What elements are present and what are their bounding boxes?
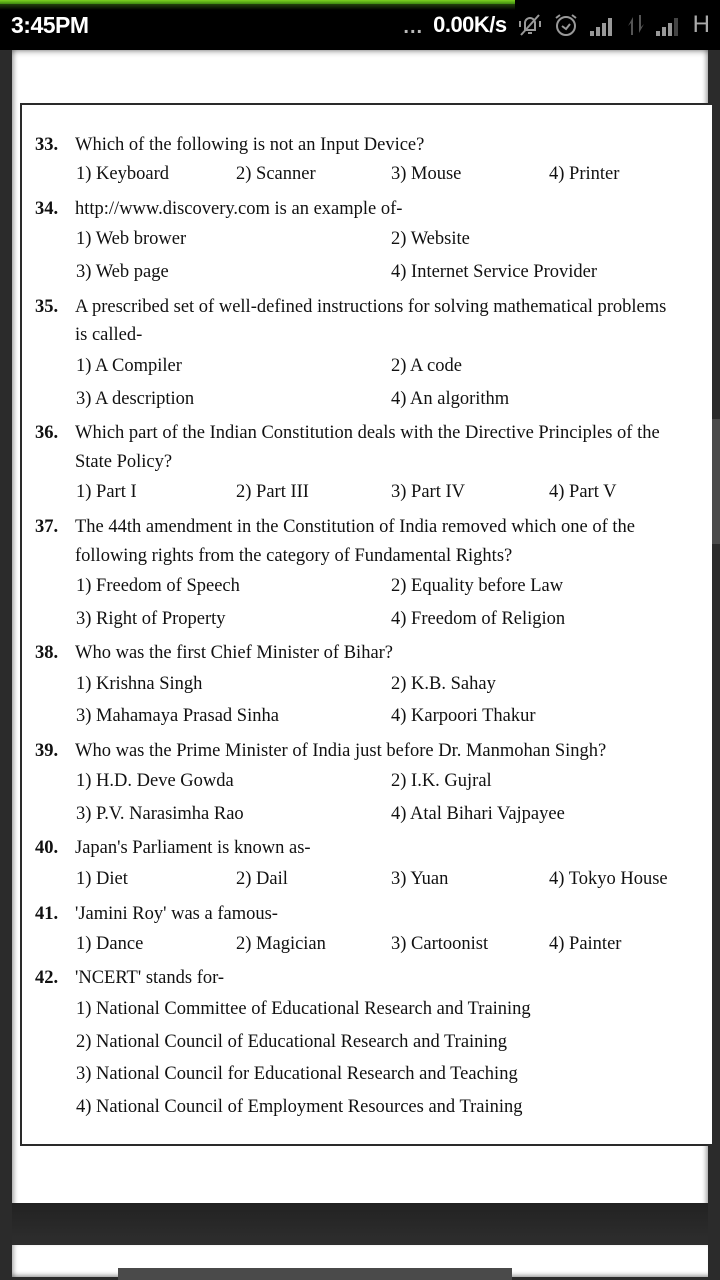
question-text: 'Jamini Roy' was a famous- — [75, 904, 278, 924]
status-time: 3:45PM — [11, 12, 89, 38]
question-number: 35. — [35, 297, 59, 317]
option: 4) Part V — [549, 482, 617, 502]
option: 1) Part I — [76, 482, 137, 502]
option: 1) Diet — [76, 869, 128, 889]
question-number: 38. — [35, 643, 59, 663]
signal-icon — [589, 13, 617, 37]
network-type-h: H — [692, 11, 710, 38]
question-text-line2: State Policy? — [75, 452, 173, 472]
question-number: 36. — [35, 423, 59, 443]
option: 4) Karpoori Thakur — [391, 706, 536, 726]
question-number: 41. — [35, 904, 59, 924]
status-icons — [403, 10, 710, 40]
option: 2) Equality before Law — [391, 576, 564, 596]
question-text-line2: following rights from the category of Fundamental Rights? — [75, 546, 513, 566]
option: 2) Magician — [236, 934, 326, 954]
question-number: 37. — [35, 517, 59, 537]
option: 3) Mouse — [391, 164, 462, 184]
option: 4) Atal Bihari Vajpayee — [391, 804, 565, 824]
option: 3) A description — [76, 389, 195, 409]
overflow-dots: ... — [403, 15, 424, 38]
option: 2) Scanner — [236, 164, 316, 184]
option: 3) National Council for Educational Research and Teaching — [76, 1064, 518, 1084]
option: 4) Internet Service Provider — [391, 262, 597, 282]
option: 3) P.V. Narasimha Rao — [76, 804, 244, 824]
question-text: Who was the Prime Minister of India just before Dr. Manmohan Singh? — [75, 741, 607, 761]
option: 3) Part IV — [391, 482, 465, 502]
option: 3) Cartoonist — [391, 934, 489, 954]
question-number: 33. — [35, 135, 59, 155]
option: 1) Dance — [76, 934, 144, 954]
option: 4) Printer — [549, 164, 620, 184]
question-number: 34. — [35, 199, 59, 219]
question-number: 39. — [35, 741, 59, 761]
option: 2) A code — [391, 356, 462, 376]
page-gap — [12, 1203, 708, 1245]
question-text: http://www.discovery.com is an example of- — [75, 199, 403, 219]
question-text: Who was the first Chief Minister of Bihar? — [75, 643, 394, 663]
alarm-icon — [553, 12, 579, 38]
vibrate-off-icon — [517, 12, 543, 38]
question-number: 42. — [35, 968, 59, 988]
question-text-line2: is called- — [75, 325, 143, 345]
option: 3) Mahamaya Prasad Sinha — [76, 706, 279, 726]
loading-progress-bar — [0, 0, 515, 4]
question-number: 40. — [35, 838, 59, 858]
option: 4) National Council of Employment Resources and Training — [76, 1097, 523, 1117]
status-bar — [0, 0, 720, 50]
question-text: Which of the following is not an Input Device? — [75, 135, 425, 155]
option: 1) H.D. Deve Gowda — [76, 771, 234, 791]
option: 1) National Committee of Educational Research and Training — [76, 999, 531, 1019]
option: 4) Tokyo House — [549, 869, 668, 889]
signal-icon-2 — [655, 13, 683, 37]
option: 4) An algorithm — [391, 389, 510, 409]
option: 4) Freedom of Religion — [391, 609, 566, 629]
option: 3) Yuan — [391, 869, 449, 889]
question-box — [20, 103, 712, 1146]
option: 2) National Council of Educational Research and Training — [76, 1032, 508, 1052]
option: 1) Web brower — [76, 229, 187, 249]
option: 3) Web page — [76, 262, 169, 282]
option: 1) A Compiler — [76, 356, 182, 376]
option: 2) Website — [391, 229, 470, 249]
option: 2) K.B. Sahay — [391, 674, 496, 694]
question-text-line1: Which part of the Indian Constitution deals with the Directive Principles of the — [75, 423, 660, 443]
option: 4) Painter — [549, 934, 622, 954]
data-transfer-icon — [627, 13, 645, 37]
question-text-line1: A prescribed set of well-defined instructions for solving mathematical problems — [75, 297, 667, 317]
network-speed: 0.00K/s — [433, 12, 507, 37]
option: 2) Part III — [236, 482, 309, 502]
option: 2) Dail — [236, 869, 288, 889]
question-text: Japan's Parliament is known as- — [75, 838, 311, 858]
option: 1) Freedom of Speech — [76, 576, 240, 596]
option: 3) Right of Property — [76, 609, 226, 629]
option: 2) I.K. Gujral — [391, 771, 492, 791]
question-text-line1: The 44th amendment in the Constitution of India removed which one of the — [75, 517, 636, 537]
option: 1) Keyboard — [76, 164, 169, 184]
horizontal-scrollbar[interactable] — [118, 1268, 512, 1280]
option: 1) Krishna Singh — [76, 674, 203, 694]
question-text: 'NCERT' stands for- — [75, 968, 225, 988]
